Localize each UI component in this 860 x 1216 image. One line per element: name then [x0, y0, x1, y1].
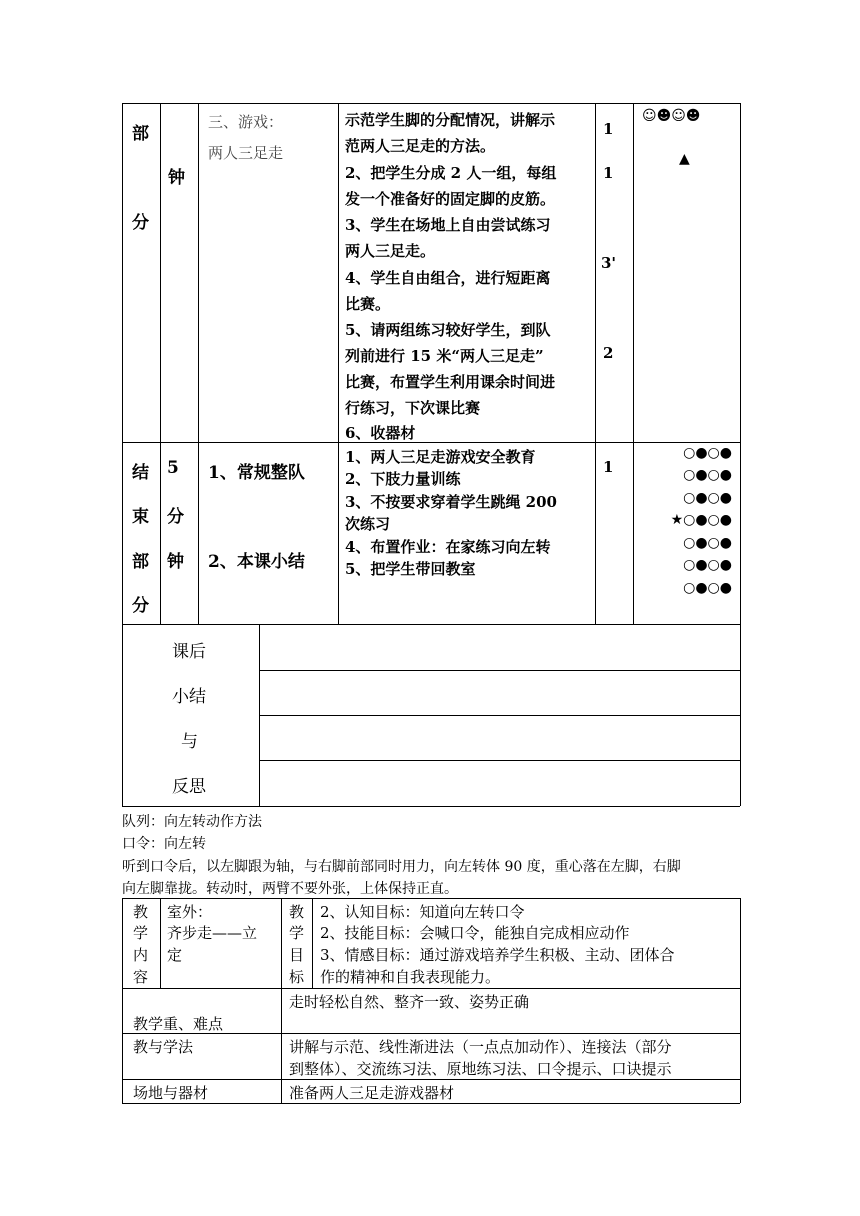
- key-points-label: 教学重、难点: [133, 1015, 224, 1033]
- student-faces-icon: ☺☻☺☻: [642, 108, 701, 124]
- venue-value: 准备两人三足走游戏器材: [289, 1084, 455, 1102]
- content-heading: 三、游戏：: [208, 113, 284, 131]
- section-char: 分: [132, 213, 149, 233]
- label-char: 教: [289, 903, 305, 921]
- content-value-line: 定: [167, 946, 183, 964]
- section-char: 部: [132, 124, 149, 144]
- method-line: 5、把学生带回教室: [345, 560, 476, 578]
- time-char: 钟: [167, 552, 184, 572]
- reflection-label-line: 反思: [172, 777, 206, 797]
- reflection-entry-line[interactable]: [260, 716, 739, 759]
- method-line: 次练习: [345, 515, 391, 533]
- method-line: 3、不按要求穿着学生跳绳 200: [345, 493, 557, 511]
- teacher-triangle-icon: ▲: [679, 151, 690, 167]
- method-line: 比赛，布置学生利用课余时间进: [345, 373, 556, 391]
- method-line: 示范学生脚的分配情况，讲解示: [345, 111, 556, 129]
- time-char: 分: [167, 507, 184, 527]
- content-item: 1、常规整队: [208, 463, 305, 483]
- formation-row: ○●○●: [683, 535, 732, 551]
- label-char: 目: [289, 946, 305, 964]
- goal-line: 3、情感目标：通过游戏培养学生积极、主动、团体合: [320, 946, 675, 964]
- label-char: 内: [133, 946, 149, 964]
- method-label: 教与学法: [133, 1038, 194, 1056]
- count-value: 2: [603, 344, 614, 362]
- reflection-entry-line[interactable]: [260, 625, 739, 669]
- reflection-entry-line[interactable]: [260, 761, 739, 805]
- label-char: 容: [133, 968, 149, 986]
- content-value-line: 室外：: [167, 903, 213, 921]
- section-char: 分: [132, 596, 149, 616]
- section-char: 束: [132, 507, 149, 527]
- section-char: 结: [132, 463, 149, 483]
- content-title: 两人三足走: [208, 144, 284, 162]
- method-line: 2、把学生分成 2 人一组，每组: [345, 164, 557, 182]
- reflection-entry-line[interactable]: [260, 671, 739, 714]
- method-line: 2、下肢力量训练: [345, 470, 461, 488]
- method-line: 3、学生在场地上自由尝试练习: [345, 216, 551, 234]
- formation-row: ○●○●: [683, 467, 732, 483]
- content-item: 2、本课小结: [208, 552, 305, 572]
- goal-line: 作的精神和自我表现能力。: [320, 968, 501, 986]
- method-line: 6、收器材: [345, 424, 416, 442]
- method-line: 两人三足走。: [345, 242, 436, 260]
- venue-label: 场地与器材: [133, 1084, 209, 1102]
- method-value-line: 讲解与示范、线性渐进法（一点点加动作）、连接法（部分: [289, 1038, 672, 1056]
- note-line: 队列：向左转动作方法: [122, 814, 262, 830]
- label-char: 教: [133, 903, 149, 921]
- method-line: 行练习，下次课比赛: [345, 399, 481, 417]
- formation-row: ○●○●: [683, 580, 732, 596]
- content-value-line: 齐步走——立: [167, 924, 258, 942]
- label-char: 标: [289, 968, 305, 986]
- formation-row: ○●○●: [683, 445, 732, 461]
- key-points-value: 走时轻松自然、整齐一致、姿势正确: [289, 993, 530, 1011]
- method-line: 1、两人三足走游戏安全教育: [345, 448, 536, 466]
- count-value: 1: [603, 164, 614, 182]
- method-line: 5、请两组练习较好学生，到队: [345, 321, 551, 339]
- time-char: 5: [167, 458, 179, 478]
- reflection-label-line: 与: [181, 732, 198, 752]
- count-value: 1: [603, 458, 614, 476]
- note-line: 向左脚靠拢。转动时，两臂不要外张，上体保持正直。: [122, 881, 458, 897]
- method-line: 比赛。: [345, 295, 391, 313]
- method-line: 4、学生自由组合，进行短距离: [345, 269, 551, 287]
- method-value-line: 到整体）、交流练习法、原地练习法、口令提示、口诀提示: [289, 1060, 672, 1078]
- time-char: 钟: [168, 168, 185, 188]
- reflection-label-line: 小结: [172, 687, 206, 707]
- method-line: 4、布置作业：在家练习向左转: [345, 538, 551, 556]
- goal-line: 2、认知目标：知道向左转口令: [320, 903, 525, 921]
- label-char: 学: [133, 924, 149, 942]
- note-line: 听到口令后，以左脚跟为轴，与右脚前部同时用力，向左转体 90 度，重心落在左脚，右脚: [122, 859, 681, 875]
- label-char: 学: [289, 924, 305, 942]
- section-char: 部: [132, 552, 149, 572]
- formation-row: ○●○●: [683, 490, 732, 506]
- method-line: 发一个准备好的固定脚的皮筋。: [345, 190, 556, 208]
- method-line: 列前进行 15 米“两人三足走”: [345, 347, 544, 365]
- count-value: 3': [601, 254, 617, 272]
- formation-row-teacher: ★○●○●: [670, 512, 732, 528]
- reflection-label-line: 课后: [172, 642, 206, 662]
- note-line: 口令：向左转: [122, 836, 206, 852]
- method-line: 范两人三足走的方法。: [345, 137, 496, 155]
- goal-line: 2、技能目标：会喊口令，能独自完成相应动作: [320, 924, 630, 942]
- formation-row: ○●○●: [683, 557, 732, 573]
- count-value: 1: [603, 120, 614, 138]
